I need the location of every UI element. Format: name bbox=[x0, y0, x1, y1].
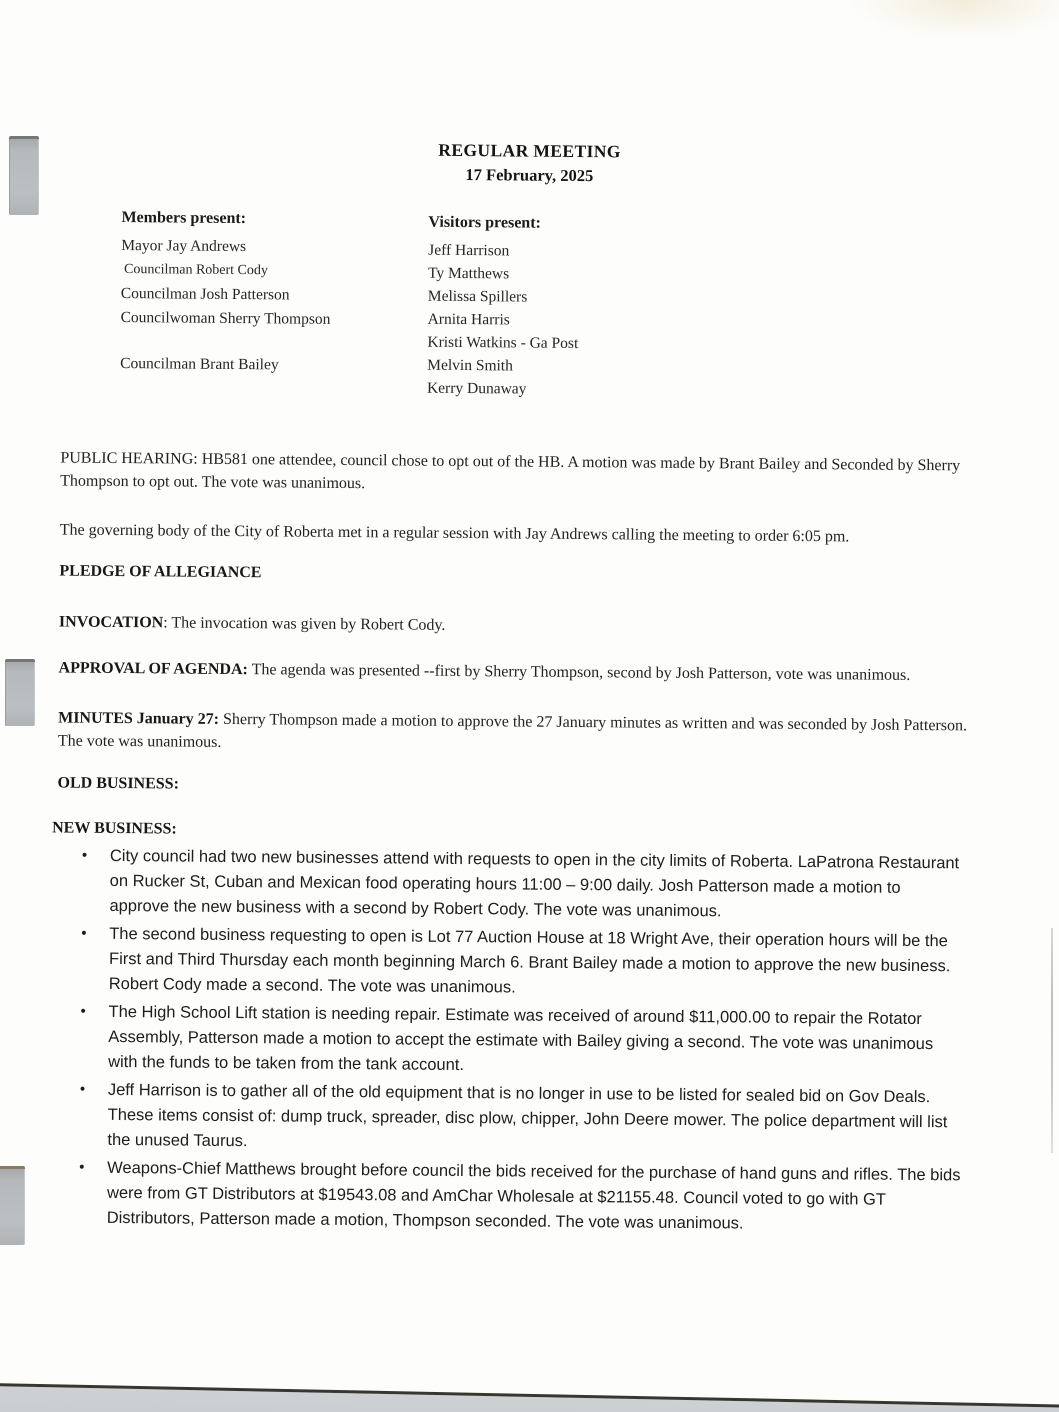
visitors-present-column bbox=[427, 214, 729, 403]
minutes-approval-text: Sherry Thompson made a motion to approve the 27 January minutes as written and was seconded by Josh Patterson. The vote was unanimous. bbox=[57, 710, 968, 751]
punch-hole-artifact bbox=[9, 136, 39, 215]
new-business-item: • The second business requesting to open is Lot 77 Auction House at 18 Wright Ave, their operation hours will be the First and Third Thursday each month beginning March 6. Brant Bailey made a motion to approve the new business. Robert Cody made a second. The vote was unanimous. bbox=[78, 922, 964, 1005]
public-hearing-label: PUBLIC HEARING: bbox=[60, 449, 202, 468]
visitor-row: Kristi Watkins - Ga Post bbox=[427, 333, 579, 353]
visitors-list bbox=[427, 239, 728, 403]
punch-hole-artifact bbox=[5, 659, 35, 726]
minutes-approval-label: MINUTES January 27: bbox=[58, 709, 220, 728]
visitors-present-heading: Visitors present: bbox=[428, 213, 541, 232]
visitor-row: Ty Matthews bbox=[427, 264, 510, 283]
page-title: REGULAR MEETING bbox=[438, 139, 621, 162]
title-block bbox=[0, 136, 1059, 190]
invocation-label: INVOCATION bbox=[58, 613, 164, 632]
public-hearing-text: HB581 one attendee, council chose to opt out of the HB. A motion was made by Brant Bailey and Seconded by Sherry Thompson to opt out. The vote was unanimous. bbox=[60, 450, 961, 493]
new-business-item: • The High School Lift station is needing repair. Estimate was received of around $11,000.00 to repair the Rotator Assembly, Patterson made a motion to accept the estimate with Bailey giving a second. The vote was unanimous with the funds to be taken from the tank account. bbox=[77, 1000, 963, 1083]
invocation-text: : The invocation was given by Robert Cody. bbox=[163, 614, 446, 634]
old-business-label: OLD BUSINESS: bbox=[57, 774, 180, 793]
minutes-approval-paragraph bbox=[58, 706, 980, 760]
members-list bbox=[120, 234, 421, 379]
pledge-label: PLEDGE OF ALLEGIANCE bbox=[59, 562, 262, 582]
member-row: Councilman Brant Bailey bbox=[120, 355, 279, 374]
visitor-row: Arnita Harris bbox=[427, 310, 510, 329]
member-row: Mayor Jay Andrews bbox=[121, 237, 247, 256]
governing-body-text: The governing body of the City of Roberta met in a regular session with Jay Andrews calling the meeting to order 6:05 pm. bbox=[59, 521, 850, 546]
agenda-approval-label: APPROVAL OF AGENDA: bbox=[58, 659, 248, 679]
agenda-approval-paragraph bbox=[58, 656, 980, 687]
governing-body-paragraph bbox=[60, 518, 982, 549]
member-row: Councilman Robert Cody bbox=[123, 262, 268, 279]
member-row: Councilman Josh Patterson bbox=[120, 285, 290, 304]
public-hearing-paragraph bbox=[60, 446, 982, 500]
scan-smudge-artifact bbox=[849, 0, 1059, 40]
member-row: Councilwoman Sherry Thompson bbox=[120, 309, 331, 328]
scan-line-artifact bbox=[1051, 928, 1053, 1153]
punch-hole-artifact bbox=[0, 1166, 25, 1245]
visitor-row: Melissa Spillers bbox=[427, 287, 528, 306]
new-business-item: • Weapons-Chief Matthews brought before council the bids received for the purchase of hand guns and rifles. The bids were from GT Distributors at $19543.08 and AmChar Wholesale at $21155.48. Council voted to go with GT Distributors, Patterson made a motion, Thompson seconded. The vote was unanimous. bbox=[76, 1156, 962, 1239]
new-business-heading bbox=[52, 816, 974, 847]
new-business-item: • Jeff Harrison is to gather all of the old equipment that is no longer in use to be listed for sealed bid on Gov Deals. These items consist of: dump truck, spreader, disc plow, chipper, John Deere mower. The police department will list the unused Taurus. bbox=[76, 1078, 962, 1161]
visitor-row: Jeff Harrison bbox=[428, 241, 510, 260]
new-business-list bbox=[76, 844, 964, 1242]
members-present-column bbox=[120, 209, 421, 379]
old-business-heading bbox=[57, 771, 979, 802]
members-present-heading: Members present: bbox=[121, 209, 247, 228]
new-business-item: • City council had two new businesses attend with requests to open in the city limits of Roberta. LaPatrona Restaurant on Rucker St, Cuban and Mexican food operating hours 11:00 – 9:00 daily. Josh Patterson made a motion to approve the new business with a second by Robert Cody. The vote was unanimous. bbox=[78, 844, 964, 927]
pledge-heading bbox=[59, 559, 981, 590]
visitor-row: Kerry Dunaway bbox=[426, 379, 527, 398]
meeting-date: 17 February, 2025 bbox=[465, 165, 594, 186]
agenda-approval-text: The agenda was presented --first by Sherry Thompson, second by Josh Patterson, vote was unanimous. bbox=[247, 661, 911, 684]
invocation-paragraph bbox=[59, 610, 981, 641]
visitor-row: Melvin Smith bbox=[427, 356, 513, 375]
new-business-label: NEW BUSINESS: bbox=[52, 819, 177, 838]
